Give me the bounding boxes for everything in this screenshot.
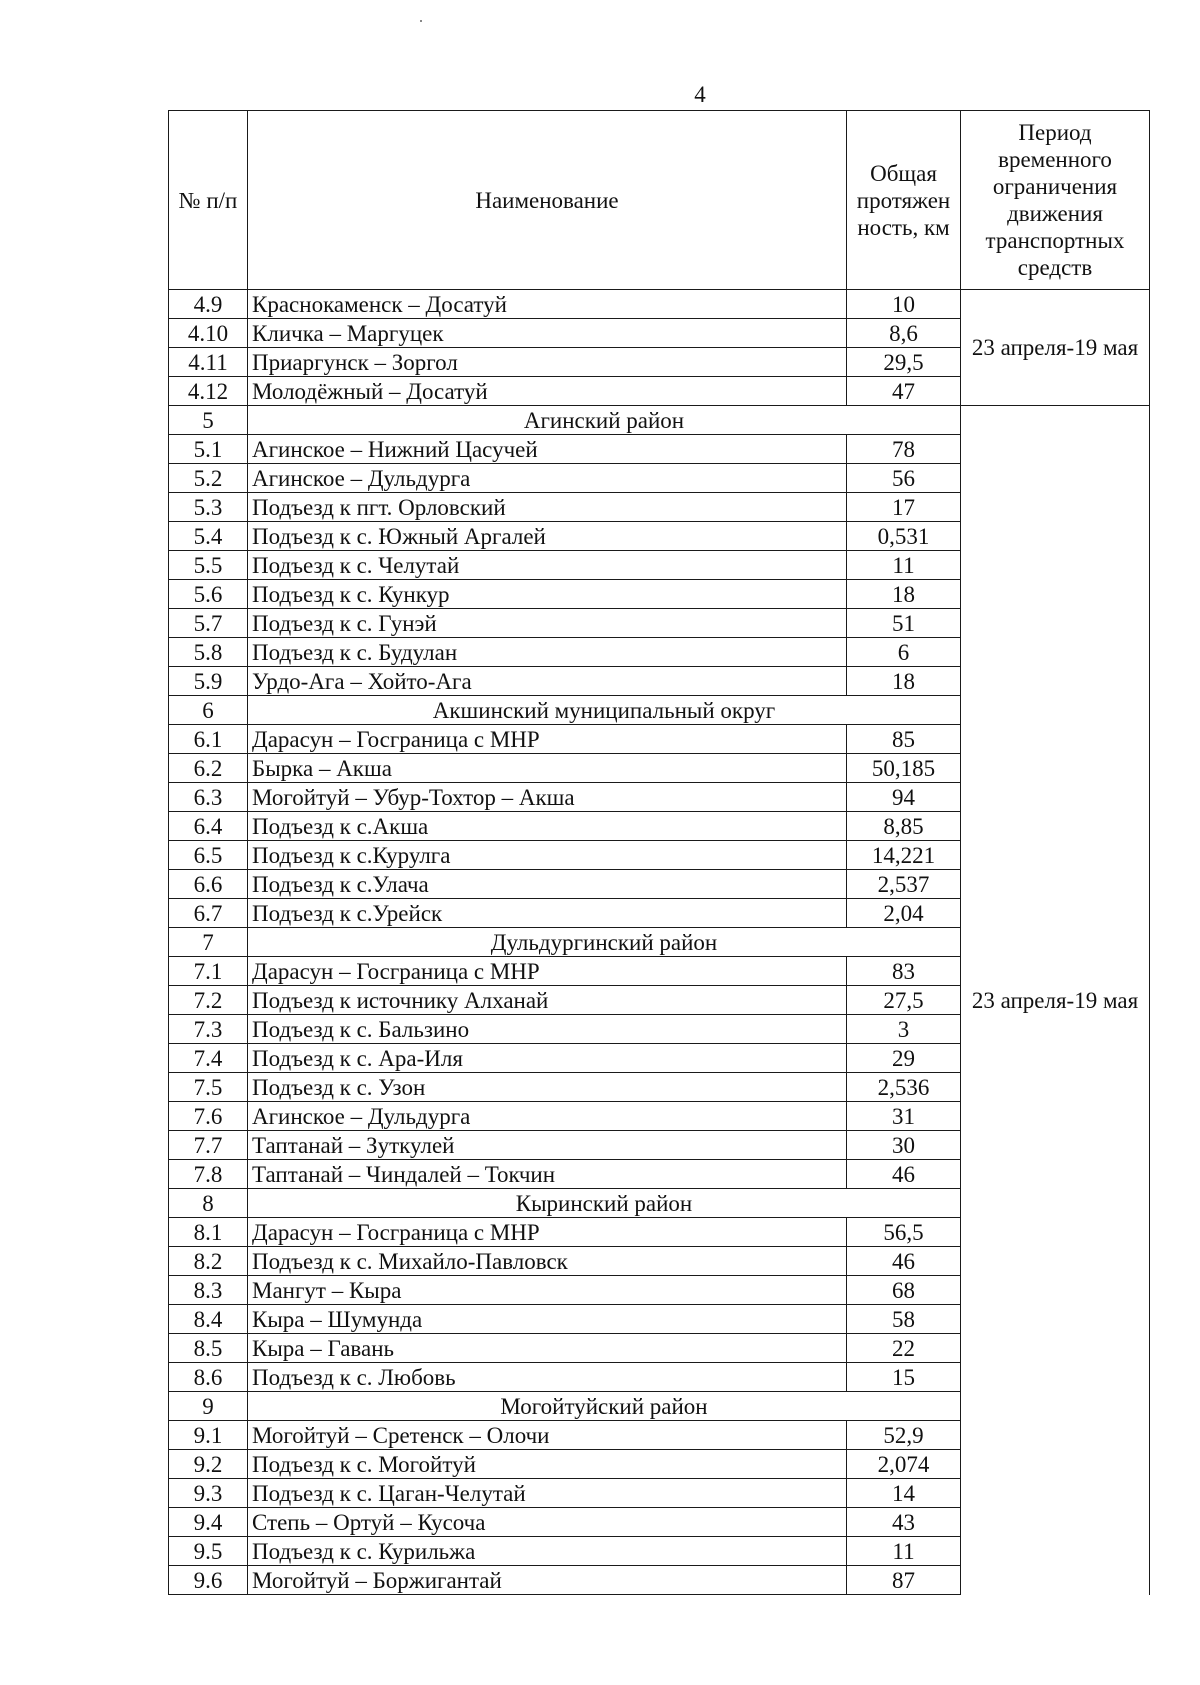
road-length: 29,5 <box>847 348 961 377</box>
road-name: Подъезд к с. Бальзино <box>248 1015 847 1044</box>
row-number: 7.7 <box>169 1131 248 1160</box>
road-name: Степь – Ортуй – Кусоча <box>248 1508 847 1537</box>
row-number: 7.8 <box>169 1160 248 1189</box>
road-name: Могойтуй – Боржигантай <box>248 1566 847 1595</box>
road-name: Таптанай – Чиндалей – Токчин <box>248 1160 847 1189</box>
road-length: 17 <box>847 493 961 522</box>
road-length: 85 <box>847 725 961 754</box>
road-length: 18 <box>847 580 961 609</box>
road-name: Подъезд к пгт. Орловский <box>248 493 847 522</box>
road-length: 8,85 <box>847 812 961 841</box>
row-number: 6.1 <box>169 725 248 754</box>
road-name: Кыра – Шумунда <box>248 1305 847 1334</box>
road-length: 94 <box>847 783 961 812</box>
row-number: 4.10 <box>169 319 248 348</box>
row-number: 6.2 <box>169 754 248 783</box>
road-length: 10 <box>847 290 961 319</box>
road-length: 30 <box>847 1131 961 1160</box>
road-name: Бырка – Акша <box>248 754 847 783</box>
row-number: 5.4 <box>169 522 248 551</box>
road-length: 68 <box>847 1276 961 1305</box>
row-number: 6.6 <box>169 870 248 899</box>
road-name: Подъезд к с.Урейск <box>248 899 847 928</box>
road-name: Краснокаменск – Досатуй <box>248 290 847 319</box>
row-number: 8.5 <box>169 1334 248 1363</box>
road-name: Дарасун – Госграница с МНР <box>248 725 847 754</box>
road-length: 83 <box>847 957 961 986</box>
road-name: Подъезд к с.Курулга <box>248 841 847 870</box>
road-length: 58 <box>847 1305 961 1334</box>
row-number: 9.1 <box>169 1421 248 1450</box>
road-length: 6 <box>847 638 961 667</box>
road-name: Подъезд к с. Любовь <box>248 1363 847 1392</box>
row-number: 5.5 <box>169 551 248 580</box>
road-length: 50,185 <box>847 754 961 783</box>
road-name: Подъезд к с.Акша <box>248 812 847 841</box>
restriction-period: 23 апреля-19 мая <box>961 406 1150 1595</box>
road-length: 52,9 <box>847 1421 961 1450</box>
road-name: Мангут – Кыра <box>248 1276 847 1305</box>
road-length: 0,531 <box>847 522 961 551</box>
page-number: 4 <box>694 82 706 107</box>
row-number: 8.2 <box>169 1247 248 1276</box>
road-length: 2,537 <box>847 870 961 899</box>
section-number: 6 <box>169 696 248 725</box>
section-number: 7 <box>169 928 248 957</box>
row-number: 6.5 <box>169 841 248 870</box>
road-name: Могойтуй – Сретенск – Олочи <box>248 1421 847 1450</box>
row-number: 6.4 <box>169 812 248 841</box>
road-name: Подъезд к источнику Алханай <box>248 986 847 1015</box>
road-length: 22 <box>847 1334 961 1363</box>
row-number: 7.2 <box>169 986 248 1015</box>
row-number: 8.6 <box>169 1363 248 1392</box>
section-title: Могойтуйский район <box>248 1392 961 1421</box>
road-length: 18 <box>847 667 961 696</box>
road-name: Подъезд к с. Михайло-Павловск <box>248 1247 847 1276</box>
section-number: 9 <box>169 1392 248 1421</box>
row-number: 4.9 <box>169 290 248 319</box>
road-length: 2,536 <box>847 1073 961 1102</box>
row-number: 6.7 <box>169 899 248 928</box>
road-length: 47 <box>847 377 961 406</box>
row-number: 8.4 <box>169 1305 248 1334</box>
row-number: 7.4 <box>169 1044 248 1073</box>
road-name: Подъезд к с. Цаган-Челутай <box>248 1479 847 1508</box>
road-name: Кличка – Маргуцек <box>248 319 847 348</box>
section-title: Дульдургинский район <box>248 928 961 957</box>
road-length: 56,5 <box>847 1218 961 1247</box>
section-row <box>169 406 1150 435</box>
road-name: Агинское – Нижний Цасучей <box>248 435 847 464</box>
road-name: Подъезд к с.Улача <box>248 870 847 899</box>
road-length: 2,074 <box>847 1450 961 1479</box>
scan-speck <box>420 20 422 22</box>
row-number: 6.3 <box>169 783 248 812</box>
road-length: 56 <box>847 464 961 493</box>
row-number: 5.9 <box>169 667 248 696</box>
header-num: № п/п <box>169 111 248 290</box>
header-length: Общая протяжен ность, км <box>847 111 961 290</box>
road-name: Подъезд к с. Гунэй <box>248 609 847 638</box>
road-length: 3 <box>847 1015 961 1044</box>
road-length: 46 <box>847 1160 961 1189</box>
road-name: Подъезд к с. Будулан <box>248 638 847 667</box>
road-name: Таптанай – Зуткулей <box>248 1131 847 1160</box>
road-length: 51 <box>847 609 961 638</box>
header-name: Наименование <box>248 111 847 290</box>
road-length: 27,5 <box>847 986 961 1015</box>
road-name: Подъезд к с. Южный Аргалей <box>248 522 847 551</box>
road-length: 14,221 <box>847 841 961 870</box>
road-name: Дарасун – Госграница с МНР <box>248 957 847 986</box>
section-number: 8 <box>169 1189 248 1218</box>
row-number: 5.8 <box>169 638 248 667</box>
road-length: 11 <box>847 1537 961 1566</box>
road-name: Подъезд к с. Узон <box>248 1073 847 1102</box>
road-length: 2,04 <box>847 899 961 928</box>
row-number: 7.1 <box>169 957 248 986</box>
road-length: 46 <box>847 1247 961 1276</box>
row-number: 5.2 <box>169 464 248 493</box>
road-name: Подъезд к с. Кункур <box>248 580 847 609</box>
row-number: 7.6 <box>169 1102 248 1131</box>
row-number: 5.3 <box>169 493 248 522</box>
road-name: Агинское – Дульдурга <box>248 464 847 493</box>
road-name: Подъезд к с. Ара-Иля <box>248 1044 847 1073</box>
section-title: Кыринский район <box>248 1189 961 1218</box>
road-name: Подъезд к с. Курильжа <box>248 1537 847 1566</box>
row-number: 9.5 <box>169 1537 248 1566</box>
section-number: 5 <box>169 406 248 435</box>
road-length: 14 <box>847 1479 961 1508</box>
road-name: Дарасун – Госграница с МНР <box>248 1218 847 1247</box>
table-body <box>169 290 1150 1595</box>
row-number: 4.12 <box>169 377 248 406</box>
road-length: 11 <box>847 551 961 580</box>
road-length: 43 <box>847 1508 961 1537</box>
row-number: 5.7 <box>169 609 248 638</box>
row-number: 9.4 <box>169 1508 248 1537</box>
row-number: 5.1 <box>169 435 248 464</box>
row-number: 9.2 <box>169 1450 248 1479</box>
road-name: Подъезд к с. Челутай <box>248 551 847 580</box>
row-number: 9.3 <box>169 1479 248 1508</box>
road-name: Кыра – Гавань <box>248 1334 847 1363</box>
road-name: Молодёжный – Досатуй <box>248 377 847 406</box>
road-length: 29 <box>847 1044 961 1073</box>
row-number: 7.5 <box>169 1073 248 1102</box>
road-name: Приаргунск – Зоргол <box>248 348 847 377</box>
row-number: 4.11 <box>169 348 248 377</box>
restriction-period: 23 апреля-19 мая <box>961 290 1150 406</box>
header-period: Период временного ограничения движения транспортных средств <box>961 111 1150 290</box>
road-length: 87 <box>847 1566 961 1595</box>
road-length: 78 <box>847 435 961 464</box>
road-restriction-table <box>168 110 1150 1595</box>
row-number: 8.3 <box>169 1276 248 1305</box>
road-name: Подъезд к с. Могойтуй <box>248 1450 847 1479</box>
table-row <box>169 290 1150 319</box>
road-length: 31 <box>847 1102 961 1131</box>
row-number: 5.6 <box>169 580 248 609</box>
row-number: 8.1 <box>169 1218 248 1247</box>
road-name: Агинское – Дульдурга <box>248 1102 847 1131</box>
road-name: Урдо-Ага – Хойто-Ага <box>248 667 847 696</box>
section-title: Агинский район <box>248 406 961 435</box>
row-number: 9.6 <box>169 1566 248 1595</box>
road-length: 8,6 <box>847 319 961 348</box>
road-name: Могойтуй – Убур-Тохтор – Акша <box>248 783 847 812</box>
road-length: 15 <box>847 1363 961 1392</box>
row-number: 7.3 <box>169 1015 248 1044</box>
table-header-row <box>169 111 1150 290</box>
section-title: Акшинский муниципальный округ <box>248 696 961 725</box>
